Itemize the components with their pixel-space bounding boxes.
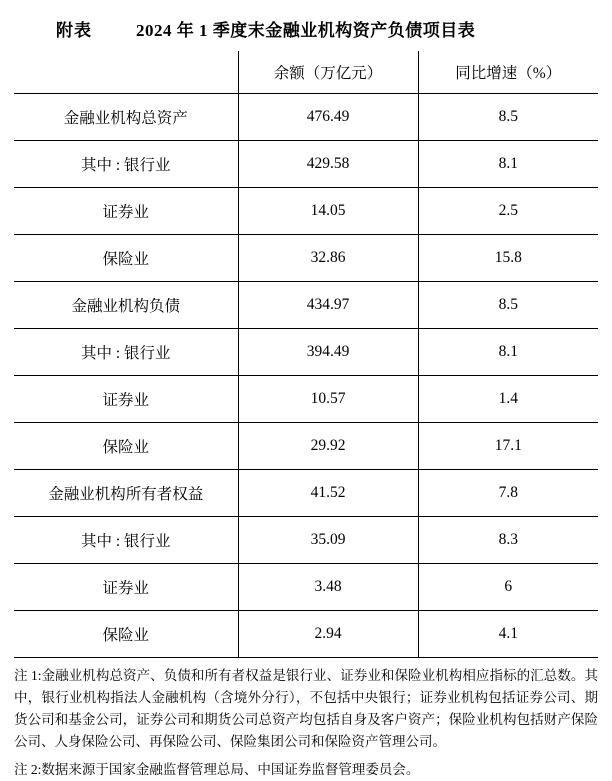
table-row (14, 423, 598, 470)
cell-balance: 429.58 (238, 141, 418, 188)
cell-growth: 17.1 (418, 423, 598, 470)
table-row (14, 282, 598, 329)
cell-balance: 3.48 (238, 564, 418, 611)
column-header-label (14, 51, 238, 94)
table-row (14, 235, 598, 282)
cell-balance: 29.92 (238, 423, 418, 470)
financial-table (14, 51, 598, 657)
cell-balance: 41.52 (238, 470, 418, 517)
table-row (14, 611, 598, 658)
title-main: 2024 年 1 季度末金融业机构资产负债项目表 (136, 21, 476, 40)
table-row (14, 188, 598, 235)
table-row (14, 376, 598, 423)
cell-growth: 8.1 (418, 141, 598, 188)
cell-growth: 8.5 (418, 94, 598, 141)
note-2: 注 2:数据来源于国家金融监督管理总局、中国证券监督管理委员会。 (14, 762, 420, 778)
page-title (14, 10, 598, 51)
cell-growth: 8.3 (418, 517, 598, 564)
row-label: 金融业机构所有者权益 (14, 470, 238, 517)
table-row (14, 141, 598, 188)
column-header-growth: 同比增速（%） (418, 51, 598, 94)
row-label: 其中 : 银行业 (14, 141, 238, 188)
cell-growth: 8.5 (418, 282, 598, 329)
title-prefix: 附表 (56, 21, 92, 40)
table-row (14, 329, 598, 376)
column-header-balance: 余额（万亿元） (238, 51, 418, 94)
row-label: 保险业 (14, 611, 238, 658)
table-row (14, 470, 598, 517)
table-body (14, 94, 598, 658)
note-1: 注 1:金融业机构总资产、负债和所有者权益是银行业、证券业和保险业机构相应指标的汇总数。其中，银行业机构指法人金融机构（含境外分行），不包括中央银行；证券业机构包括证券公司、期货公司和基金公司，证券公司和期货公司总资产均包括自身及客户资产；保险业机构包括财产保险公司、人身保险公司、再保险公司、保险集团公司和保险资产管理公司。 (14, 668, 598, 749)
table-row (14, 517, 598, 564)
cell-balance: 394.49 (238, 329, 418, 376)
cell-growth: 15.8 (418, 235, 598, 282)
cell-balance: 434.97 (238, 282, 418, 329)
cell-growth: 6 (418, 564, 598, 611)
cell-growth: 4.1 (418, 611, 598, 658)
row-label: 证券业 (14, 564, 238, 611)
cell-balance: 35.09 (238, 517, 418, 564)
notes-section (14, 658, 598, 781)
table-header-row (14, 51, 598, 94)
cell-growth: 7.8 (418, 470, 598, 517)
row-label: 保险业 (14, 423, 238, 470)
row-label: 其中 : 银行业 (14, 517, 238, 564)
cell-balance: 10.57 (238, 376, 418, 423)
cell-growth: 2.5 (418, 188, 598, 235)
row-label: 金融业机构总资产 (14, 94, 238, 141)
cell-balance: 476.49 (238, 94, 418, 141)
row-label: 证券业 (14, 188, 238, 235)
cell-growth: 8.1 (418, 329, 598, 376)
row-label: 金融业机构负债 (14, 282, 238, 329)
cell-balance: 14.05 (238, 188, 418, 235)
cell-balance: 2.94 (238, 611, 418, 658)
row-label: 保险业 (14, 235, 238, 282)
row-label: 其中 : 银行业 (14, 329, 238, 376)
table-row (14, 94, 598, 141)
table-header (14, 51, 598, 94)
cell-balance: 32.86 (238, 235, 418, 282)
table-row (14, 564, 598, 611)
cell-growth: 1.4 (418, 376, 598, 423)
row-label: 证券业 (14, 376, 238, 423)
